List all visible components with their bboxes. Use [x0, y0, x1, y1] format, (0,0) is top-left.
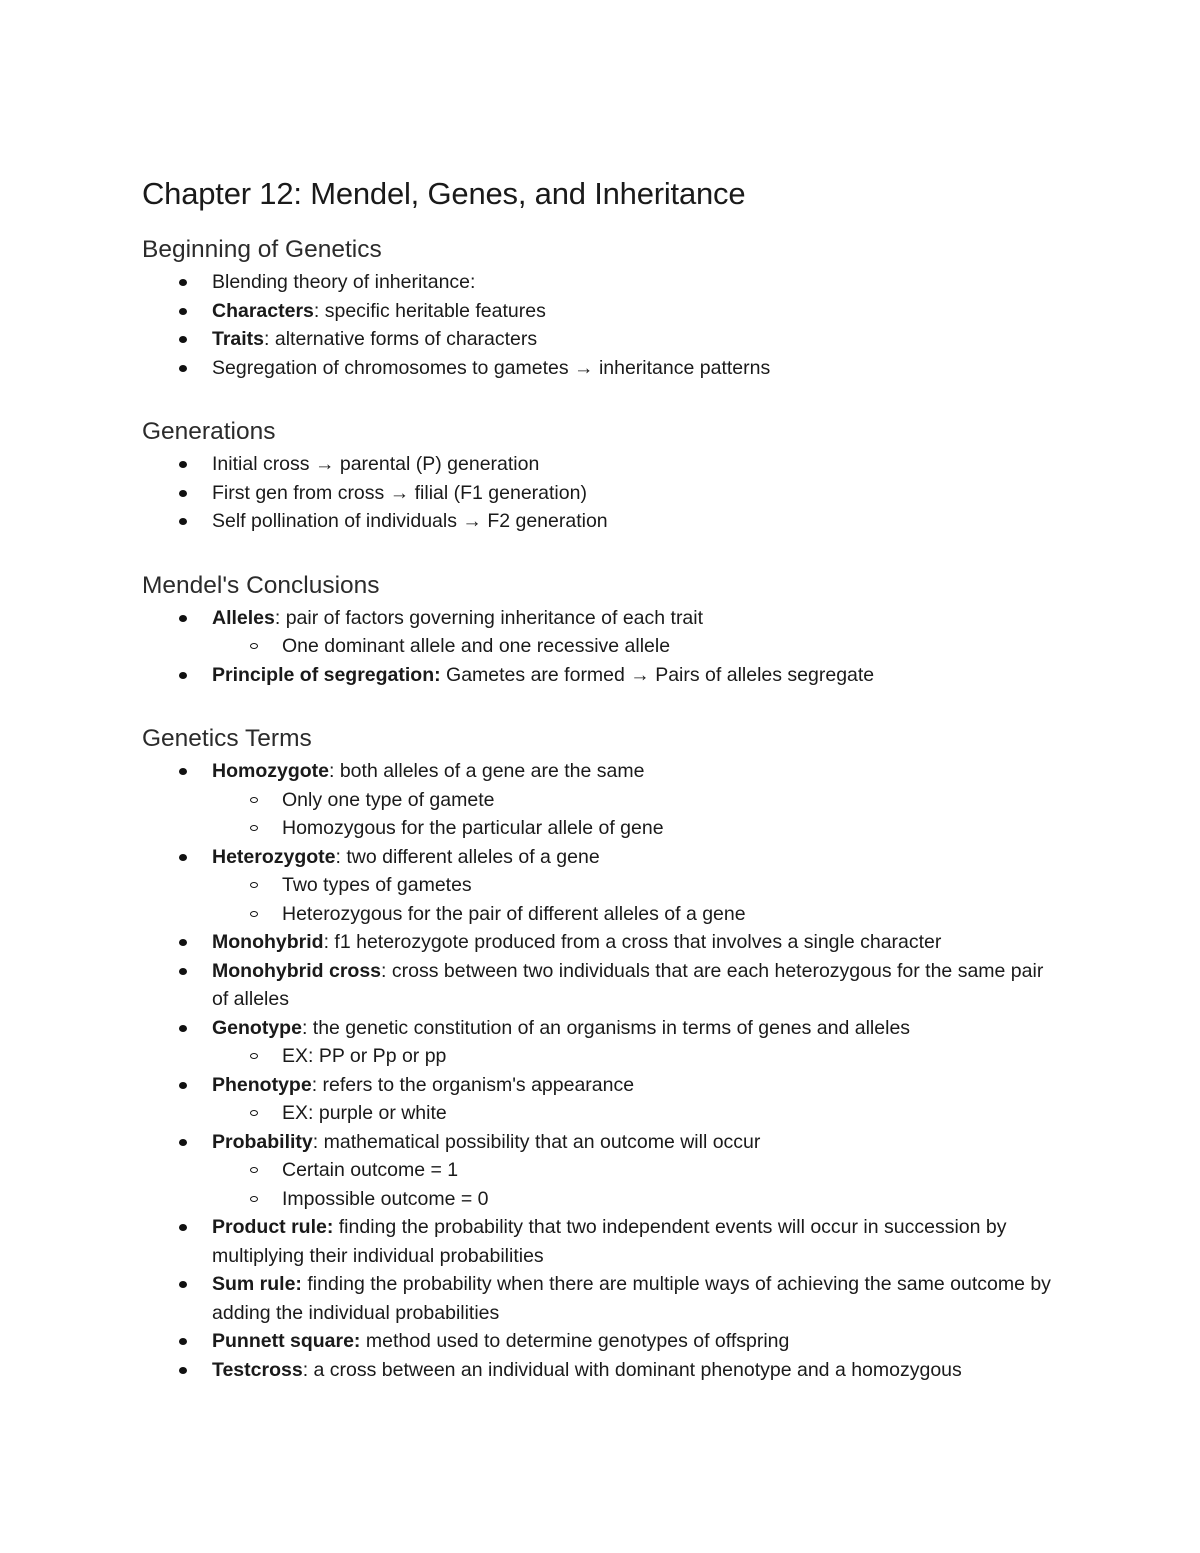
- list-item: [142, 928, 1062, 957]
- item-text: Blending theory of inheritance:: [212, 271, 476, 293]
- bullet-icon: [179, 1224, 187, 1231]
- section-heading: Mendel's Conclusions: [142, 571, 380, 599]
- sub-item-text: Only one type of gamete: [282, 788, 495, 811]
- hollow-bullet-icon: [250, 1053, 258, 1059]
- list-item: [142, 450, 1062, 479]
- item-text: : a cross between an individual with dominant phenotype and a homozygous: [302, 1358, 962, 1381]
- term-label: Heterozygote: [212, 845, 336, 868]
- bullet-icon: [179, 939, 187, 946]
- sub-list-item: [142, 1099, 1062, 1128]
- item-text: : both alleles of a gene are the same: [329, 760, 645, 782]
- item-text: Gametes are formed → Pairs of alleles segregate: [440, 663, 875, 686]
- list-item: [142, 1213, 1062, 1270]
- section: [142, 416, 1062, 536]
- hollow-bullet-icon: [250, 1196, 258, 1202]
- list-item: [142, 325, 1062, 354]
- bullet-icon: [179, 308, 187, 315]
- item-text: : two different alleles of a gene: [335, 845, 600, 868]
- bullet-list: [142, 268, 1062, 382]
- sub-item-text: EX: purple or white: [282, 1102, 447, 1124]
- hollow-bullet-icon: [250, 882, 258, 888]
- term-label: Phenotype: [212, 1073, 312, 1096]
- item-text: finding the probability when there are multiple ways of achieving the same outcome by adding the individual probabilities: [212, 1273, 1051, 1324]
- list-item: [142, 1071, 1062, 1100]
- list-item: [142, 661, 1062, 690]
- list-item: [142, 268, 1062, 297]
- sub-list-item: [142, 1042, 1062, 1071]
- term-label: Characters: [212, 299, 314, 322]
- term-label: Genotype: [212, 1016, 302, 1039]
- bullet-icon: [179, 279, 187, 286]
- page-title: Chapter 12: Mendel, Genes, and Inheritance: [142, 176, 746, 211]
- item-text: : f1 heterozygote produced from a cross that involves a single character: [323, 931, 942, 953]
- hollow-bullet-icon: [250, 1167, 258, 1173]
- sub-list-item: [142, 1185, 1062, 1214]
- term-label: Principle of segregation:: [212, 663, 441, 686]
- list-item: [142, 957, 1062, 1014]
- item-text: : cross between two individuals that are each heterozygous for the same pair of alleles: [212, 959, 1044, 1010]
- sub-list-item: [142, 632, 1062, 661]
- bullet-icon: [179, 854, 187, 861]
- term-label: Probability: [212, 1130, 313, 1153]
- sub-list-item: [142, 814, 1062, 843]
- section: [142, 723, 1062, 1384]
- section-heading: Genetics Terms: [142, 725, 312, 752]
- sub-list-item: [142, 1156, 1062, 1185]
- bullet-list: [142, 757, 1062, 1384]
- term-label: Homozygote: [212, 760, 329, 782]
- sub-item-text: Two types of gametes: [282, 874, 472, 896]
- sub-item-text: One dominant allele and one recessive allele: [282, 635, 671, 657]
- bullet-icon: [179, 968, 187, 975]
- item-text: : mathematical possibility that an outcome will occur: [312, 1130, 761, 1153]
- term-label: Monohybrid cross: [212, 959, 382, 982]
- term-label: Punnett square:: [212, 1330, 361, 1352]
- sub-item-text: Certain outcome = 1: [282, 1159, 459, 1181]
- sub-item-text: EX: PP or Pp or pp: [282, 1045, 447, 1067]
- list-item: [142, 604, 1062, 633]
- item-text: finding the probability that two independent events will occur in succession by multiplying their individual probabilities: [212, 1216, 1007, 1267]
- bullet-icon: [179, 768, 187, 775]
- sections-container: [142, 234, 1062, 1384]
- sub-item-text: Impossible outcome = 0: [282, 1187, 489, 1210]
- item-text: Self pollination of individuals → F2 generation: [212, 510, 608, 532]
- hollow-bullet-icon: [250, 911, 258, 917]
- list-item: [142, 843, 1062, 872]
- section: [142, 234, 1062, 382]
- term-label: Monohybrid: [212, 931, 324, 953]
- sub-list-item: [142, 786, 1062, 815]
- term-label: Sum rule:: [212, 1273, 302, 1295]
- list-item: [142, 1014, 1062, 1043]
- item-text: Initial cross → parental (P) generation: [212, 453, 540, 475]
- bullet-icon: [179, 1082, 187, 1089]
- bullet-icon: [179, 1281, 187, 1288]
- sub-list-item: [142, 900, 1062, 929]
- bullet-icon: [179, 1338, 187, 1345]
- bullet-icon: [179, 672, 187, 679]
- list-item: [142, 354, 1062, 383]
- sub-item-text: Homozygous for the particular allele of gene: [282, 817, 664, 839]
- term-label: Product rule:: [212, 1216, 334, 1238]
- hollow-bullet-icon: [250, 643, 258, 649]
- bullet-icon: [179, 518, 187, 525]
- term-label: Alleles: [212, 606, 275, 629]
- section: [142, 570, 1062, 690]
- bullet-icon: [179, 1139, 187, 1146]
- bullet-icon: [179, 490, 187, 497]
- list-item: [142, 297, 1062, 326]
- list-item: [142, 1327, 1062, 1356]
- section-heading: Generations: [142, 418, 276, 445]
- item-text: : specific heritable features: [313, 299, 546, 322]
- bullet-icon: [179, 1367, 187, 1374]
- term-label: Testcross: [212, 1358, 303, 1381]
- item-text: First gen from cross → filial (F1 generation): [212, 481, 587, 504]
- bullet-icon: [179, 461, 187, 468]
- list-item: [142, 479, 1062, 508]
- bullet-list: [142, 604, 1062, 690]
- item-text: : refers to the organism's appearance: [311, 1073, 635, 1096]
- item-text: : pair of factors governing inheritance of each trait: [274, 606, 704, 629]
- bullet-list: [142, 450, 1062, 536]
- list-item: [142, 507, 1062, 536]
- item-text: Segregation of chromosomes to gametes → inheritance patterns: [212, 356, 771, 379]
- bullet-icon: [179, 1025, 187, 1032]
- item-text: : alternative forms of characters: [264, 328, 538, 350]
- item-text: : the genetic constitution of an organisms in terms of genes and alleles: [301, 1016, 911, 1039]
- document-page: [142, 172, 1062, 1384]
- hollow-bullet-icon: [250, 797, 258, 803]
- sub-list-item: [142, 871, 1062, 900]
- list-item: [142, 1356, 1062, 1385]
- bullet-icon: [179, 336, 187, 343]
- list-item: [142, 1270, 1062, 1327]
- sub-item-text: Heterozygous for the pair of different alleles of a gene: [282, 902, 746, 925]
- item-text: method used to determine genotypes of offspring: [360, 1330, 790, 1352]
- term-label: Traits: [212, 328, 265, 350]
- list-item: [142, 757, 1062, 786]
- bullet-icon: [179, 615, 187, 622]
- hollow-bullet-icon: [250, 825, 258, 831]
- section-heading: Beginning of Genetics: [142, 236, 382, 263]
- hollow-bullet-icon: [250, 1110, 258, 1116]
- list-item: [142, 1128, 1062, 1157]
- bullet-icon: [179, 365, 187, 372]
